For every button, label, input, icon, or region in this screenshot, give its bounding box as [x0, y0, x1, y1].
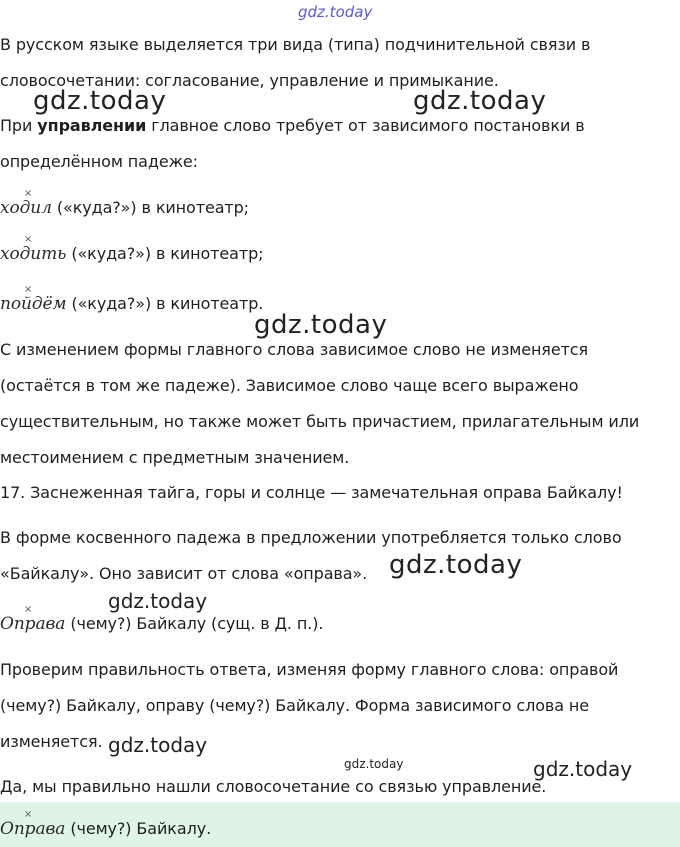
paragraph-line: Да, мы правильно нашли словосочетание со связью управление.	[0, 777, 547, 796]
text-fragment: При	[0, 116, 38, 135]
watermark: gdz.today	[33, 86, 167, 116]
main-word: × ходить	[0, 244, 66, 264]
paragraph-line: С изменением формы главного слова зависимое слово не изменяется	[0, 340, 589, 359]
example-line	[0, 188, 249, 218]
cross-mark: ×	[24, 234, 33, 245]
example-line	[0, 234, 264, 264]
watermark: gdz.today	[389, 550, 523, 580]
watermark: gdz.today	[254, 310, 388, 340]
example-line	[0, 604, 324, 634]
cross-mark: ×	[24, 284, 33, 295]
watermark: gdz.today	[344, 757, 404, 771]
main-word: × ходил	[0, 198, 52, 218]
cross-mark: ×	[24, 809, 33, 820]
example-rest: (чему?) Байкалу (сущ. в Д. п.).	[65, 614, 324, 633]
cross-mark: ×	[24, 604, 33, 615]
example-rest: («куда?») в кинотеатр;	[66, 244, 264, 263]
paragraph-line: В форме косвенного падежа в предложении употребляется только слово	[0, 528, 622, 547]
paragraph-line: местоимением с предметным значением.	[0, 448, 350, 467]
watermark: gdz.today	[413, 86, 547, 116]
example-line	[0, 284, 264, 314]
main-word: × пойдём	[0, 294, 66, 314]
paragraph-line: определённом падеже:	[0, 152, 198, 171]
main-word: × Оправа	[0, 614, 65, 634]
watermark-top: gdz.today	[298, 3, 373, 21]
paragraph-line: В русском языке выделяется три вида (типа) подчинительной связи в	[0, 35, 591, 54]
cross-mark: ×	[24, 188, 33, 199]
watermark: gdz.today	[108, 589, 208, 613]
task-line: 17. Заснеженная тайга, горы и солнце — замечательная оправа Байкалу!	[0, 483, 623, 502]
paragraph-line	[0, 116, 585, 136]
answer-line	[0, 809, 212, 839]
paragraph-line: (остаётся в том же падеже). Зависимое слово чаще всего выражено	[0, 376, 579, 395]
example-rest: («куда?») в кинотеатр.	[66, 294, 264, 313]
main-word: × Оправа	[0, 819, 65, 839]
example-rest: (чему?) Байкалу.	[65, 819, 212, 838]
example-rest: («куда?») в кинотеатр;	[51, 198, 249, 217]
paragraph-line: существительным, но также может быть причастием, прилагательным или	[0, 412, 640, 431]
watermark: gdz.today	[108, 733, 208, 757]
paragraph-line: (чему?) Байкалу, оправу (чему?) Байкалу. Форма зависимого слова не	[0, 696, 590, 715]
paragraph-line: словосочетании: согласование, управление и примыкание.	[0, 71, 499, 90]
watermark: gdz.today	[533, 757, 633, 781]
paragraph-line: изменяется.	[0, 732, 103, 751]
paragraph-line: «Байкалу». Оно зависит от слова «оправа».	[0, 564, 368, 583]
paragraph-line: Проверим правильность ответа, изменяя форму главного слова: оправой	[0, 660, 619, 679]
bold-term: управлении	[37, 116, 147, 135]
text-fragment: главное слово требует от зависимого постановки в	[146, 116, 585, 135]
